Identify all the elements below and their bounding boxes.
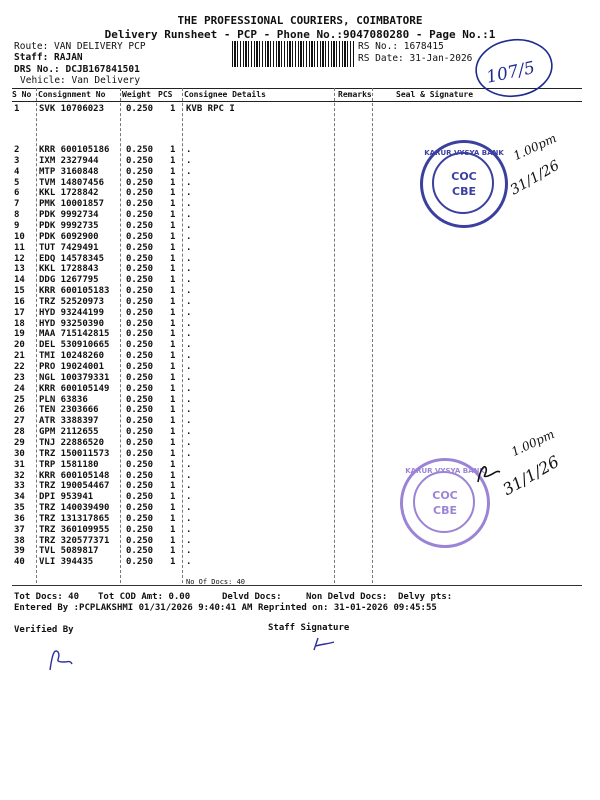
- row-sno: 5: [14, 177, 20, 188]
- stamp-bank-name: KARUR VYSYA BANK: [405, 467, 485, 475]
- row-weight: 0.250: [126, 275, 154, 286]
- row-sno: 9: [14, 220, 20, 231]
- row-sno: 1: [14, 104, 20, 114]
- row-pcs: 1: [170, 503, 176, 514]
- row-sno: 18: [14, 318, 25, 329]
- entered-by: Entered By :PCPLAKSHMI 01/31/2026 9:40:41 AM: [14, 603, 253, 613]
- row-weight: 0.250: [126, 351, 154, 362]
- row-sno: 13: [14, 264, 25, 275]
- row-consignee: .: [186, 155, 192, 166]
- row-pcs: 1: [170, 104, 176, 114]
- row-consignment-no: PDK 9992735: [39, 220, 99, 231]
- row-consignment-no: MTP 3160848: [39, 166, 99, 177]
- row-sno: 36: [14, 513, 25, 524]
- row-consignment-no: PLN 63836: [39, 394, 88, 405]
- table-row: [0, 405, 600, 416]
- row-sno: 24: [14, 383, 25, 394]
- row-pcs: 1: [170, 351, 176, 362]
- row-pcs: 1: [170, 513, 176, 524]
- count-note: 107/5: [484, 57, 537, 88]
- row-sno: 39: [14, 546, 25, 557]
- route-label: Route: VAN DELIVERY PCP: [14, 41, 146, 52]
- drs-number: DRS No.: DCJB167841501: [14, 64, 140, 75]
- table-row: [0, 373, 600, 384]
- row-pcs: 1: [170, 275, 176, 286]
- row-consignment-no: PDK 6092900: [39, 231, 99, 242]
- row-weight: 0.250: [126, 383, 154, 394]
- row-consignment-no: TRP 1581180: [39, 459, 99, 470]
- row-consignee: .: [186, 286, 192, 297]
- table-row: [0, 340, 600, 351]
- row-sno: 20: [14, 340, 25, 351]
- col-consignment: Consignment No: [38, 90, 106, 99]
- table-row: [0, 362, 600, 373]
- row-pcs: 1: [170, 470, 176, 481]
- row-sno: 2: [14, 145, 20, 155]
- row-sno: 12: [14, 253, 25, 264]
- table-row: [0, 319, 600, 330]
- rs-date: RS Date: 31-Jan-2026: [358, 53, 473, 64]
- row-pcs: 1: [170, 362, 176, 372]
- row-consignee: .: [186, 329, 192, 340]
- row-sno: 32: [14, 470, 25, 481]
- stamp-line2: CBE: [452, 185, 476, 198]
- row-weight: 0.250: [126, 296, 154, 307]
- row-sno: 7: [14, 199, 20, 210]
- row-consignment-no: TRZ 150011573: [39, 448, 110, 459]
- row-weight: 0.250: [126, 177, 154, 188]
- bank-stamp-top: [420, 140, 508, 228]
- non-delivered-docs: Non Delvd Docs:: [306, 592, 388, 602]
- row-weight: 0.250: [126, 286, 154, 297]
- row-sno: 6: [14, 188, 20, 199]
- delivery-points: Delvy pts:: [398, 592, 453, 602]
- row-weight: 0.250: [126, 210, 154, 221]
- row-pcs: 1: [170, 166, 176, 177]
- vehicle-label: Vehicle: Van Delivery: [20, 75, 141, 86]
- row-sno: 30: [14, 448, 25, 459]
- row-sno: 25: [14, 394, 25, 405]
- time-note-1: 1.00pm: [511, 130, 559, 164]
- row-weight: 0.250: [126, 557, 154, 568]
- row-consignee: .: [186, 318, 192, 329]
- row-sno: 4: [14, 166, 20, 177]
- row-sno: 19: [14, 329, 25, 340]
- runsheet-title: Delivery Runsheet - PCP - Phone No.:9047080280 - Page No.:1: [104, 28, 496, 41]
- table-row: [0, 104, 600, 115]
- row-weight: 0.250: [126, 492, 154, 503]
- row-consignee: .: [186, 459, 192, 470]
- row-weight: 0.250: [126, 513, 154, 524]
- row-consignee: .: [186, 199, 192, 210]
- table-row: [0, 221, 600, 232]
- date-note-2: 31/1/26: [499, 451, 563, 500]
- row-pcs: 1: [170, 405, 176, 416]
- table-row: [0, 243, 600, 254]
- row-pcs: 1: [170, 524, 176, 535]
- row-consignee: .: [186, 340, 192, 351]
- row-sno: 3: [14, 155, 20, 166]
- row-pcs: 1: [170, 448, 176, 459]
- row-sno: 16: [14, 296, 25, 307]
- row-consignment-no: KRR 600105186: [39, 145, 110, 155]
- row-consignment-no: TRZ 140039490: [39, 503, 110, 514]
- row-pcs: 1: [170, 242, 176, 253]
- row-consignment-no: TUT 7429491: [39, 242, 99, 253]
- table-row: [0, 275, 600, 286]
- row-pcs: 1: [170, 427, 176, 438]
- row-consignee: .: [186, 405, 192, 416]
- signature-mark: [474, 462, 504, 486]
- col-remarks: Remarks: [338, 90, 372, 99]
- row-consignment-no: HYD 93244199: [39, 307, 105, 318]
- col-seal-signature: Seal & Signature: [396, 90, 474, 99]
- table-row: [0, 395, 600, 406]
- company-title: THE PROFESSIONAL COURIERS, COIMBATORE: [177, 14, 423, 27]
- row-sno: 14: [14, 275, 25, 286]
- row-weight: 0.250: [126, 437, 154, 448]
- row-weight: 0.250: [126, 416, 154, 427]
- staff-label: Staff: RAJAN: [14, 52, 83, 63]
- row-pcs: 1: [170, 307, 176, 318]
- row-pcs: 1: [170, 177, 176, 188]
- stamp-bank-name: KARUR VYSYA BANK: [424, 149, 504, 157]
- row-consignment-no: PDK 9992734: [39, 210, 99, 221]
- row-weight: 0.250: [126, 546, 154, 557]
- row-pcs: 1: [170, 220, 176, 231]
- row-consignee: .: [186, 210, 192, 221]
- row-consignee: .: [186, 470, 192, 481]
- row-pcs: 1: [170, 318, 176, 329]
- rs-number: RS No.: 1678415: [358, 41, 444, 52]
- table-row: [0, 427, 600, 438]
- row-weight: 0.250: [126, 372, 154, 383]
- row-consignment-no: ATR 3388397: [39, 416, 99, 427]
- verifier-signature: [40, 644, 80, 674]
- table-bottom-rule: [12, 585, 582, 586]
- row-sno: 22: [14, 362, 25, 372]
- row-weight: 0.250: [126, 188, 154, 199]
- delivered-docs: Delvd Docs:: [222, 592, 282, 602]
- row-weight: 0.250: [126, 318, 154, 329]
- col-consignee: Consignee Details: [184, 90, 266, 99]
- table-row: [0, 503, 600, 514]
- row-pcs: 1: [170, 383, 176, 394]
- row-consignee: .: [186, 264, 192, 275]
- row-consignment-no: TMI 10248260: [39, 351, 105, 362]
- row-consignee: .: [186, 535, 192, 546]
- row-sno: 29: [14, 437, 25, 448]
- row-consignment-no: GPM 2112655: [39, 427, 99, 438]
- row-pcs: 1: [170, 481, 176, 492]
- row-consignment-no: TRZ 131317865: [39, 513, 110, 524]
- row-consignee: .: [186, 351, 192, 362]
- row-weight: 0.250: [126, 199, 154, 210]
- total-cod-amount: Tot COD Amt: 0.00: [98, 592, 191, 602]
- row-weight: 0.250: [126, 307, 154, 318]
- col-sno: S No: [12, 90, 32, 99]
- row-consignee: .: [186, 166, 192, 177]
- row-pcs: 1: [170, 231, 176, 242]
- row-weight: 0.250: [126, 242, 154, 253]
- row-pcs: 1: [170, 329, 176, 340]
- row-sno: 28: [14, 427, 25, 438]
- row-consignment-no: TRZ 190054467: [39, 481, 110, 492]
- row-pcs: 1: [170, 199, 176, 210]
- row-consignee: .: [186, 275, 192, 286]
- row-weight: 0.250: [126, 481, 154, 492]
- row-consignment-no: MAA 715142815: [39, 329, 110, 340]
- row-consignment-no: KRR 600105183: [39, 286, 110, 297]
- row-weight: 0.250: [126, 405, 154, 416]
- row-consignee: .: [186, 437, 192, 448]
- time-note-2: 1.00pm: [509, 426, 557, 460]
- row-weight: 0.250: [126, 535, 154, 546]
- row-consignee: .: [186, 253, 192, 264]
- col-weight: Weight: [122, 90, 151, 99]
- row-consignee: KVB RPC I: [186, 104, 235, 114]
- stamp-line2: CBE: [433, 504, 457, 517]
- row-pcs: 1: [170, 437, 176, 448]
- table-row: [0, 210, 600, 221]
- table-row: [0, 308, 600, 319]
- no-of-docs: No Of Docs: 40: [186, 578, 246, 586]
- stamp-line1: COC: [432, 489, 458, 502]
- row-sno: 35: [14, 503, 25, 514]
- row-pcs: 1: [170, 296, 176, 307]
- verified-by-label: Verified By: [14, 625, 74, 635]
- row-pcs: 1: [170, 394, 176, 405]
- row-sno: 38: [14, 535, 25, 546]
- table-row: [0, 329, 600, 340]
- row-weight: 0.250: [126, 470, 154, 481]
- row-consignment-no: KKL 1728842: [39, 188, 99, 199]
- row-weight: 0.250: [126, 220, 154, 231]
- row-pcs: 1: [170, 372, 176, 383]
- stamp-line1: COC: [451, 170, 477, 183]
- row-consignee: .: [186, 231, 192, 242]
- row-sno: 37: [14, 524, 25, 535]
- row-weight: 0.250: [126, 448, 154, 459]
- count-circle-handwriting: [470, 32, 560, 100]
- row-pcs: 1: [170, 492, 176, 503]
- row-weight: 0.250: [126, 155, 154, 166]
- row-consignee: .: [186, 177, 192, 188]
- table-row: [0, 264, 600, 275]
- row-sno: 8: [14, 210, 20, 221]
- table-row: [0, 514, 600, 525]
- row-weight: 0.250: [126, 524, 154, 535]
- row-weight: 0.250: [126, 253, 154, 264]
- row-pcs: 1: [170, 416, 176, 427]
- table-row: [0, 297, 600, 308]
- row-consignment-no: PMK 10001857: [39, 199, 105, 210]
- row-pcs: 1: [170, 155, 176, 166]
- row-consignee: .: [186, 503, 192, 514]
- reprinted-on: Reprinted on: 31-01-2026 09:45:55: [258, 603, 437, 613]
- table-row: [0, 156, 600, 167]
- row-consignment-no: TRZ 320577371: [39, 535, 110, 546]
- row-consignee: .: [186, 513, 192, 524]
- row-consignee: .: [186, 145, 192, 155]
- row-weight: 0.250: [126, 329, 154, 340]
- table-row: [0, 557, 600, 568]
- table-row: [0, 546, 600, 557]
- row-pcs: 1: [170, 340, 176, 351]
- row-sno: 27: [14, 416, 25, 427]
- row-consignee: .: [186, 427, 192, 438]
- row-consignment-no: TRZ 52520973: [39, 296, 105, 307]
- row-consignment-no: DEL 530910665: [39, 340, 110, 351]
- row-weight: 0.250: [126, 264, 154, 275]
- row-sno: 10: [14, 231, 25, 242]
- row-consignment-no: KKL 1728843: [39, 264, 99, 275]
- staff-signature-mark: [308, 632, 338, 654]
- row-sno: 11: [14, 242, 25, 253]
- row-pcs: 1: [170, 535, 176, 546]
- table-row: [0, 525, 600, 536]
- row-consignee: .: [186, 372, 192, 383]
- row-consignment-no: HYD 93250390: [39, 318, 105, 329]
- row-consignee: .: [186, 546, 192, 557]
- table-row: [0, 232, 600, 243]
- row-sno: 26: [14, 405, 25, 416]
- row-pcs: 1: [170, 286, 176, 297]
- row-consignment-no: IXM 2327944: [39, 155, 99, 166]
- row-weight: 0.250: [126, 394, 154, 405]
- table-row: [0, 167, 600, 178]
- row-consignee: .: [186, 188, 192, 199]
- row-weight: 0.250: [126, 145, 154, 155]
- table-row: [0, 286, 600, 297]
- row-consignment-no: DPI 953941: [39, 492, 94, 503]
- row-consignee: .: [186, 481, 192, 492]
- row-sno: 15: [14, 286, 25, 297]
- row-consignee: .: [186, 296, 192, 307]
- row-consignment-no: EDQ 14578345: [39, 253, 105, 264]
- row-consignment-no: NGL 100379331: [39, 372, 110, 383]
- table-row: [0, 460, 600, 471]
- row-consignment-no: TVL 5089817: [39, 546, 99, 557]
- row-sno: 21: [14, 351, 25, 362]
- row-consignee: .: [186, 416, 192, 427]
- row-sno: 33: [14, 481, 25, 492]
- row-consignee: .: [186, 307, 192, 318]
- staff-signature-label: Staff Signature: [268, 623, 350, 633]
- row-pcs: 1: [170, 188, 176, 199]
- row-consignment-no: KRR 600105148: [39, 470, 110, 481]
- date-note-1: 31/1/26: [507, 157, 563, 199]
- row-consignment-no: TRZ 360109955: [39, 524, 110, 535]
- row-consignee: .: [186, 242, 192, 253]
- row-consignment-no: PRO 19024001: [39, 362, 105, 372]
- row-consignee: .: [186, 448, 192, 459]
- row-weight: 0.250: [126, 427, 154, 438]
- barcode-image: [232, 41, 354, 67]
- row-consignment-no: SVK 10706023: [39, 104, 105, 114]
- row-weight: 0.250: [126, 362, 154, 372]
- row-consignment-no: KRR 600105149: [39, 383, 110, 394]
- row-consignment-no: TVM 14807456: [39, 177, 105, 188]
- row-pcs: 1: [170, 253, 176, 264]
- table-row: [0, 199, 600, 210]
- row-consignee: .: [186, 557, 192, 568]
- row-consignment-no: VLI 394435: [39, 557, 94, 568]
- table-row: [0, 145, 600, 156]
- row-sno: 31: [14, 459, 25, 470]
- table-row: [0, 416, 600, 427]
- row-pcs: 1: [170, 557, 176, 568]
- row-consignee: .: [186, 524, 192, 535]
- row-consignee: .: [186, 492, 192, 503]
- row-consignee: .: [186, 383, 192, 394]
- table-row: [0, 449, 600, 460]
- row-sno: 23: [14, 372, 25, 383]
- table-row: [0, 254, 600, 265]
- row-consignee: .: [186, 220, 192, 231]
- row-sno: 40: [14, 557, 25, 568]
- row-consignment-no: TNJ 22886520: [39, 437, 105, 448]
- row-sno: 34: [14, 492, 25, 503]
- row-consignment-no: DDG 1267795: [39, 275, 99, 286]
- row-consignee: .: [186, 362, 192, 372]
- row-weight: 0.250: [126, 503, 154, 514]
- row-pcs: 1: [170, 459, 176, 470]
- row-weight: 0.250: [126, 166, 154, 177]
- row-consignee: .: [186, 394, 192, 405]
- table-row: [0, 351, 600, 362]
- row-pcs: 1: [170, 145, 176, 155]
- row-pcs: 1: [170, 264, 176, 275]
- row-weight: 0.250: [126, 340, 154, 351]
- row-consignment-no: TEN 2303666: [39, 405, 99, 416]
- row-sno: 17: [14, 307, 25, 318]
- table-row: [0, 536, 600, 547]
- row-pcs: 1: [170, 210, 176, 221]
- row-weight: 0.250: [126, 104, 154, 114]
- total-docs: Tot Docs: 40: [14, 592, 80, 602]
- table-row: [0, 384, 600, 395]
- col-pcs: PCS: [158, 90, 173, 99]
- row-weight: 0.250: [126, 231, 154, 242]
- row-weight: 0.250: [126, 459, 154, 470]
- row-pcs: 1: [170, 546, 176, 557]
